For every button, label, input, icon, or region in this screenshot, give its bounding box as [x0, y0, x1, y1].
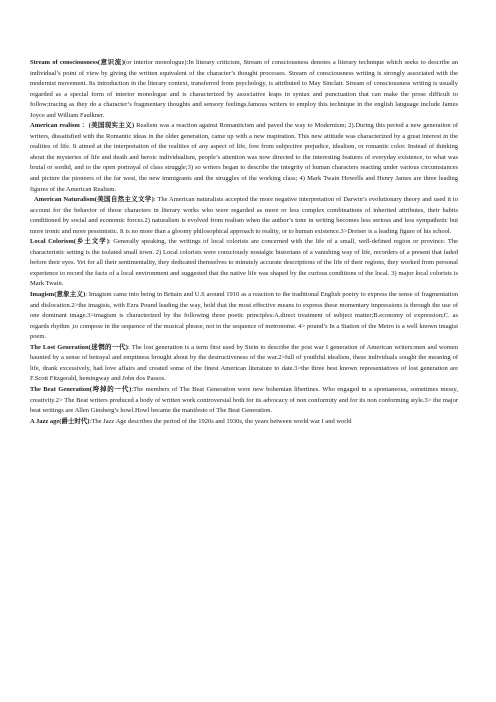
entry-local-colorism: [30, 237, 458, 290]
entry-body: : Generally speaking, the writings of local colorists are concerned with the life of a small, well-defined region or province. The characteristic setting is the isolated small town. 2) Local colorists were consciously nostalgic historians of a vanishing way of life, recorders of a present that faded before their eyes. Yet for all their sentimentality, they dedicated themselves to minutely accurate descriptions of the life of their regions, they worked from personal experience to record the facts of a local environment and suggested that the native life was shaped by the curious conditions of the local. 3) major local colorists is Mark Twain.: [30, 238, 458, 288]
entry-imagism: [30, 290, 458, 343]
entry-body: : The American naturalists accepted the more negative interpretation of Darwin’s evolutionary theory and used it to account for the behavior of those characters in literary works who were regarded as more or less complex combinations of inherited attributes, their habits conditioned by social and economic forces.2) naturalism is evolved from realism when the author’s tone in writing becomes less serious and less sympathetic but more ironic and more pessimistic. It is no more than a gloomy philosophical approach to reality, or to human existence.3>Dreiser is a leading figure of his school.: [30, 196, 458, 235]
entry-body: :The Jazz Age describes the period of the 1920s and 1930s, the years between world war I and world: [89, 417, 352, 425]
entry-stream-of-consciousness: [30, 58, 458, 121]
entry-term: Local Colorism(乡土文学): [30, 238, 109, 246]
entry-american-naturalism: [30, 195, 458, 237]
entry-lost-generation: [30, 343, 458, 385]
entry-body: Realism was a reaction against Romanticism and paved the way to Modernism; 2).During this period a new generation of writers, dissatisfied with the Romantic ideas in the older generation, came up with a new inspiration. This new attitude was characterized by a great interest in the realities of life. It aimed at the interpretation of the realities of any aspect of life, free from subjective prejudice, idealism, or romantic color. Instead of thinking about the mysteries of life and death and heroic individualism, people’s attention was now directed to the interesting features of everyday existence, to what was brutal or sordid, and to the open portrayal of class struggle;3) so writers began to describe the integrity of human characters reacting under various circumstances and picture the pioneers of the far west, the new immigrants and the struggles of the working class; 4) Mark Twain Howells and Henry James are three leading figures of the American Realism.: [30, 122, 458, 193]
entry-body: (or interior monologue):In literary criticism, Stream of consciousness denotes a literary technique which seeks to describe an individual’s point of view by giving the written equivalent of the character’s thought processes. Stream of consciousness writing is strongly associated with the modernist movement. Its introduction in the literary context, transferred from psychology, is attributed to May Sinclair. Stream of consciousness writing is usually regarded as a special form of interior monologue and is characterized by associative leaps in syntax and punctuation that can make the prose difficult to follow;tracing as they do a character’s fragmentary thoughts and sensory feelings.famous writers to employ this technique in the english language include James Joyce and William Faulkner.: [30, 59, 459, 119]
entry-term: The Beat Generation(垮掉的一代): [30, 385, 132, 393]
entry-term: Stream of consciousness(意识流): [30, 59, 124, 66]
entry-term: American Naturalism(美国自然主义文学): [34, 196, 154, 204]
entry-jazz-age: [30, 417, 458, 428]
entry-body: : Imagism came into being in Britain and U.S around 1910 as a reaction to the traditional English poetry to express the sense of fragmentation and dislocation.2>the imagists, with Ezra Pound leading the way, hold that the most effective means to express these momentary impressions is through the use of one dominant image.3>imagism is characterized by the following three poetic principles:A.direct treatment of subject matter;B.economy of expression;C. as regards rhythm ,to compose in the sequence of the musical phrase, not in the sequence of metronome. 4> pound’s In a Station of the Metro is a well known imagist poem.: [30, 291, 458, 341]
entry-beat-generation: [30, 385, 458, 417]
entry-term: The Lost Generation(迷惘的一代): [30, 343, 128, 351]
entry-american-realism: [30, 121, 458, 195]
entry-term: Imagism(意象主义): [30, 291, 86, 299]
entry-term: A Jazz age(爵士时代): [30, 417, 90, 425]
entry-body: : The lost generation is a term first used by Stein to describe the post war I generation of American writers:men and women haunted by a sense of betrayal and emptiness brought about by the destructiveness of the war.2>full of youthful idealism, these individuals sought the meaning of life, drank excessively, had love affairs and created some of the finest American literature to date.3>the three best known representatives of lost generation are F.Scott Fitzgerald, hemingway and John dos Passos.: [30, 343, 459, 383]
entry-body: :The members of The Beat Generation were new bohemian libertines. Who engaged in a spontaneous, sometimes messy, creativity.2> The Beat writers produced a body of written work controversial both for its advocacy of non conformity and for its non conforming style.3> the major beat writings are Allen Ginsberg’s howl.Howl became the manifesto of The Beat Generation.: [30, 385, 458, 415]
entry-term: American realism ：(美国现实主义): [30, 122, 135, 130]
